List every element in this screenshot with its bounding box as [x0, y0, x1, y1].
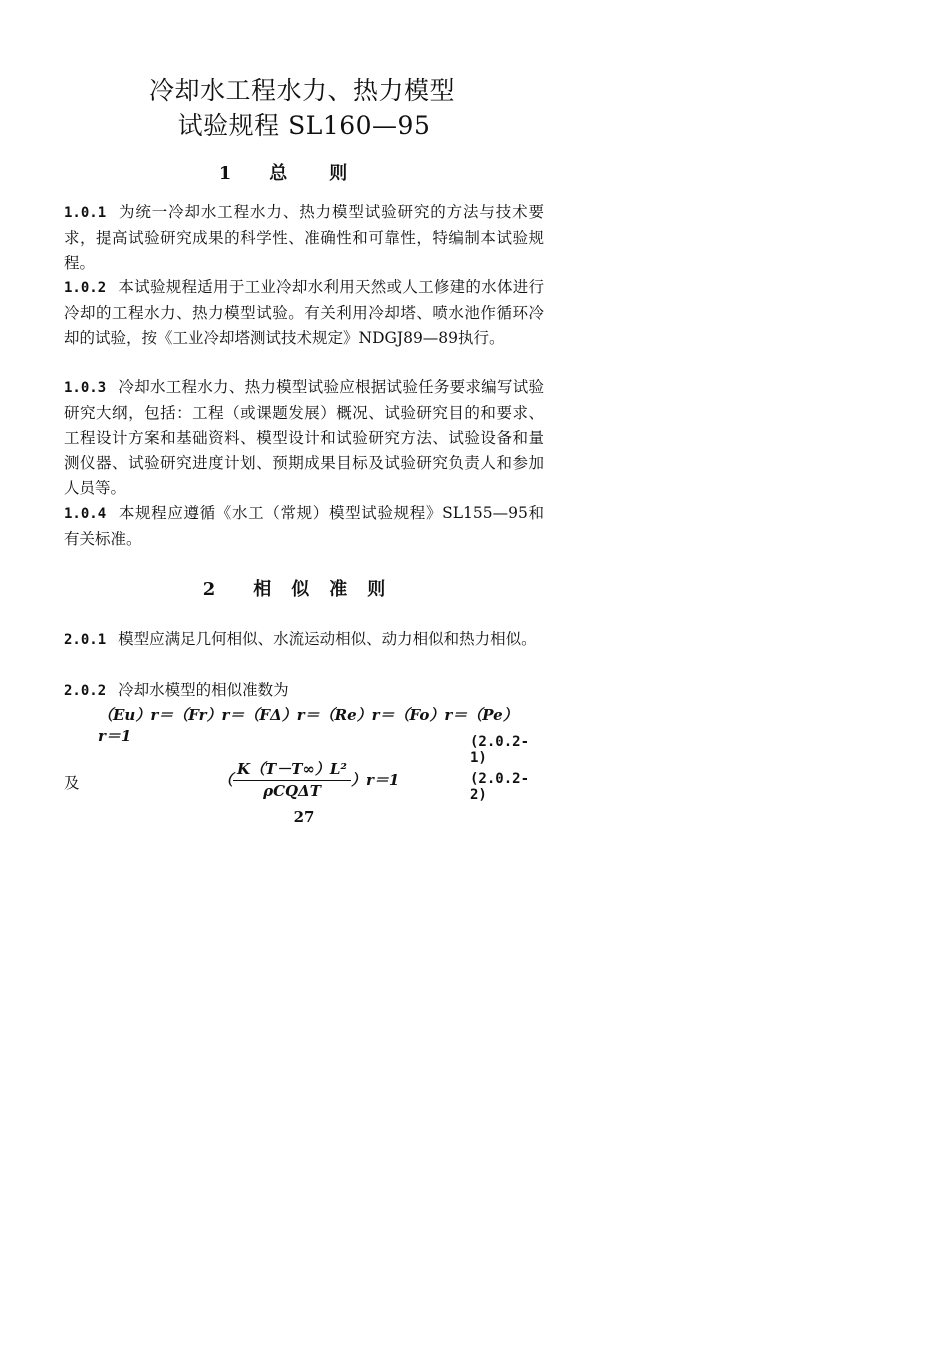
formula-2-number: (2.0.2-2) — [470, 771, 530, 803]
clause-text: 本规程应遵循《水工（常规）模型试验规程》SL155—95和有关标准。 — [64, 504, 544, 548]
section-2-heading — [64, 578, 544, 602]
clause-1-0-2 — [64, 275, 544, 351]
clause-text: 冷却水工程水力、热力模型试验应根据试验任务要求编写试验研究大纲，包括：工程（或课题发展）概况、试验研究目的和要求、工程设计方案和基础资料、模型设计和试验研究方法、试验设备和量测仪器、试验研究进度计划、预期成果目标及试验研究负责人和参加人员等。 — [64, 378, 544, 497]
clause-number: 2.0.2 — [64, 683, 107, 699]
clause-text: 为统一冷却水工程水力、热力模型试验研究的方法与技术要求，提高试验研究成果的科学性、准确性和可靠性，特编制本试验规程。 — [64, 203, 544, 272]
formula-thermal-criterion — [218, 758, 399, 800]
clause-1-0-1 — [64, 200, 544, 276]
clause-number: 2.0.1 — [64, 632, 107, 648]
clause-1-0-3 — [64, 375, 544, 501]
formula-similarity-criteria: （Eu）r＝（Fr）r＝（FΔ）r＝（Re）r＝（Fo）r＝（Pe）r＝1 — [98, 706, 518, 745]
section-1-title: 总则 — [269, 163, 390, 184]
clause-number: 1.0.1 — [64, 205, 107, 221]
formula-fraction — [233, 758, 351, 800]
formula-denominator: ρCQΔT — [263, 782, 321, 800]
clause-1-0-4 — [64, 501, 544, 552]
section-2-title: 相似准则 — [253, 579, 406, 600]
formula-left-paren: （ — [218, 770, 234, 789]
document-title-line-2: 试验规程 SL160—95 — [177, 111, 431, 140]
clause-number: 1.0.3 — [64, 380, 107, 396]
clause-2-0-1 — [64, 627, 544, 653]
clause-text: 本试验规程适用于工业冷却水利用天然或人工修建的水体进行冷却的工程水力、热力模型试验。有关利用冷却塔、喷水池作循环冷却的试验，按《工业冷却塔测试技术规定》NDGJ89—89执行。 — [64, 278, 544, 347]
clause-number: 1.0.2 — [64, 280, 107, 296]
formula-right-part: ）r＝1 — [351, 770, 400, 789]
section-2-number: 2 — [202, 579, 216, 600]
document-title-line-1: 冷却水工程水力、热力模型 — [148, 76, 455, 105]
formula-1-number: (2.0.2-1) — [470, 734, 530, 766]
section-1-number: 1 — [218, 163, 232, 184]
formula-numerator: K（T－T∞）L² — [233, 758, 351, 781]
and-word: 及 — [64, 774, 80, 792]
clause-text: 冷却水模型的相似准数为 — [118, 681, 289, 699]
clause-number: 1.0.4 — [64, 506, 107, 522]
clause-text: 模型应满足几何相似、水流运动相似、动力相似和热力相似。 — [118, 630, 537, 648]
page-number: 27 — [293, 808, 315, 826]
clause-2-0-2 — [64, 678, 544, 704]
section-1-heading — [64, 162, 544, 186]
